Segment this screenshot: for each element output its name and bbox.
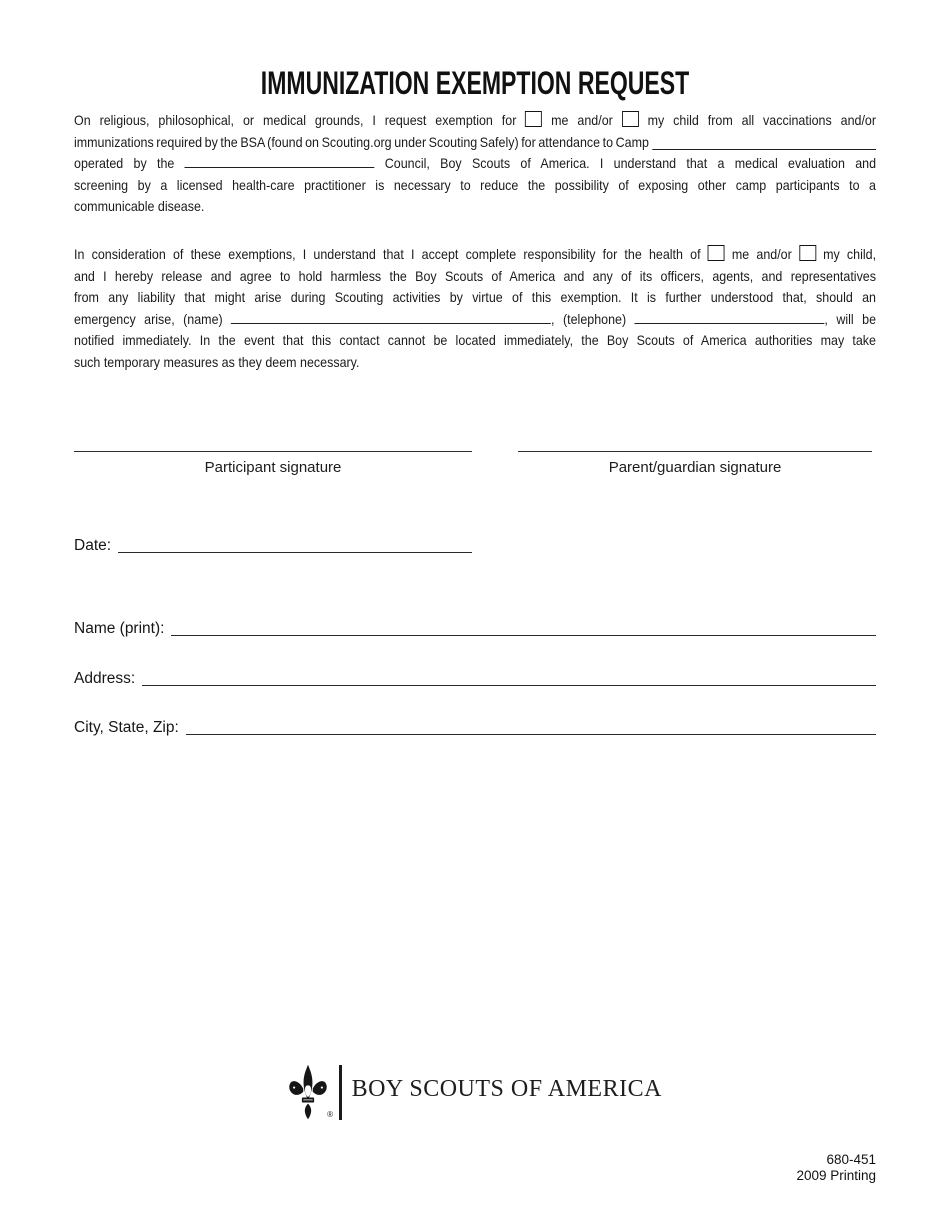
bsa-wordmark: BOY SCOUTS OF AMERICA [351,1076,662,1102]
paragraph-exemption [74,110,876,218]
paragraph1-text: me and/or [551,112,613,128]
form-footer [796,1152,876,1184]
paragraph2-text: from any liability that might arise during Scouting activities by virtue of this exemption. It is further understood that, should an [74,289,876,306]
paragraph2-line1 [74,244,876,266]
date-label: Date: [74,537,112,554]
logo-divider [339,1065,342,1120]
paragraph2-text: In consideration of these exemptions, I understand that I accept complete responsibility for the health of [74,246,701,262]
parent-guardian-signature-line[interactable] [518,451,872,452]
paragraph1-text: my child from all vaccinations and/or [647,112,877,128]
form-number: 680-451 [826,1152,876,1167]
paragraph1-text: Council, Boy Scouts of America. I understand that a medical evaluation and [384,155,877,172]
council-name-blank[interactable] [185,154,375,168]
paragraph1-text: screening by a licensed health-care practitioner is necessary to reduce the possibility of exposing other camp participants to a [74,176,876,193]
registered-trademark: ® [327,1110,334,1119]
emergency-contact-name-blank[interactable] [231,310,551,324]
form-title: IMMUNIZATION EXEMPTION REQUEST [260,65,690,101]
paragraph2-text: emergency arise, (name) [74,310,223,327]
city-state-zip-row [74,717,876,737]
name-print-blank[interactable] [171,635,876,636]
paragraph2-line6 [74,352,876,374]
paragraph2-text: such temporary measures as they deem necessary. [74,353,360,370]
checkbox-my-child-2[interactable] [799,245,816,261]
printing-year: 2009 Printing [796,1168,876,1183]
emergency-telephone-blank[interactable] [635,310,825,324]
paragraph-liability-release [74,244,876,374]
paragraph2-text: and I hereby release and agree to hold harmless the Boy Scouts of America and any of its officers, agents, and representatives [74,267,876,284]
paragraph1-text: communicable disease. [74,198,205,215]
paragraph2-text: my child, [823,246,877,262]
participant-signature-line[interactable] [74,451,472,452]
fleur-de-lis-icon [288,1064,334,1120]
paragraph1-line1 [74,110,876,132]
paragraph1-line4 [74,175,876,197]
address-label: Address: [74,670,136,687]
paragraph2-text: notified immediately. In the event that this contact cannot be located immediately, the Boy Scouts of America authorities may take [74,332,876,349]
paragraph2-line3 [74,287,876,309]
address-row [74,668,876,688]
paragraph1-line5 [74,196,876,218]
date-row [74,535,472,555]
checkbox-me-2[interactable] [708,245,725,261]
bsa-logo [0,1064,950,1120]
paragraph1-text: immunizations required by the BSA (found on Scouting.org under Scouting Safely) for attendance to Camp [74,133,649,150]
name-row [74,618,876,638]
paragraph2-text: , (telephone) [551,310,627,327]
paragraph1-line2 [74,132,876,154]
paragraph1-text: operated by the [74,155,175,172]
camp-name-blank[interactable] [652,149,876,150]
checkbox-my-child-1[interactable] [622,111,639,127]
date-blank[interactable] [118,552,472,553]
city-state-zip-blank[interactable] [186,734,876,735]
address-blank[interactable] [142,685,876,686]
paragraph1-text: On religious, philosophical, or medical grounds, I request exemption for [74,112,517,128]
paragraph2-text: , will be [824,310,877,327]
paragraph2-text: me and/or [731,246,792,262]
city-state-zip-label: City, State, Zip: [74,719,179,736]
participant-signature-label: Participant signature [204,459,342,476]
paragraph2-line4 [74,309,876,331]
name-print-label: Name (print): [74,620,165,637]
paragraph2-line2 [74,266,876,288]
paragraph1-line3 [74,153,876,175]
paragraph2-line5 [74,330,876,352]
checkbox-me-1[interactable] [525,111,542,127]
parent-guardian-signature-label: Parent/guardian signature [608,459,782,476]
